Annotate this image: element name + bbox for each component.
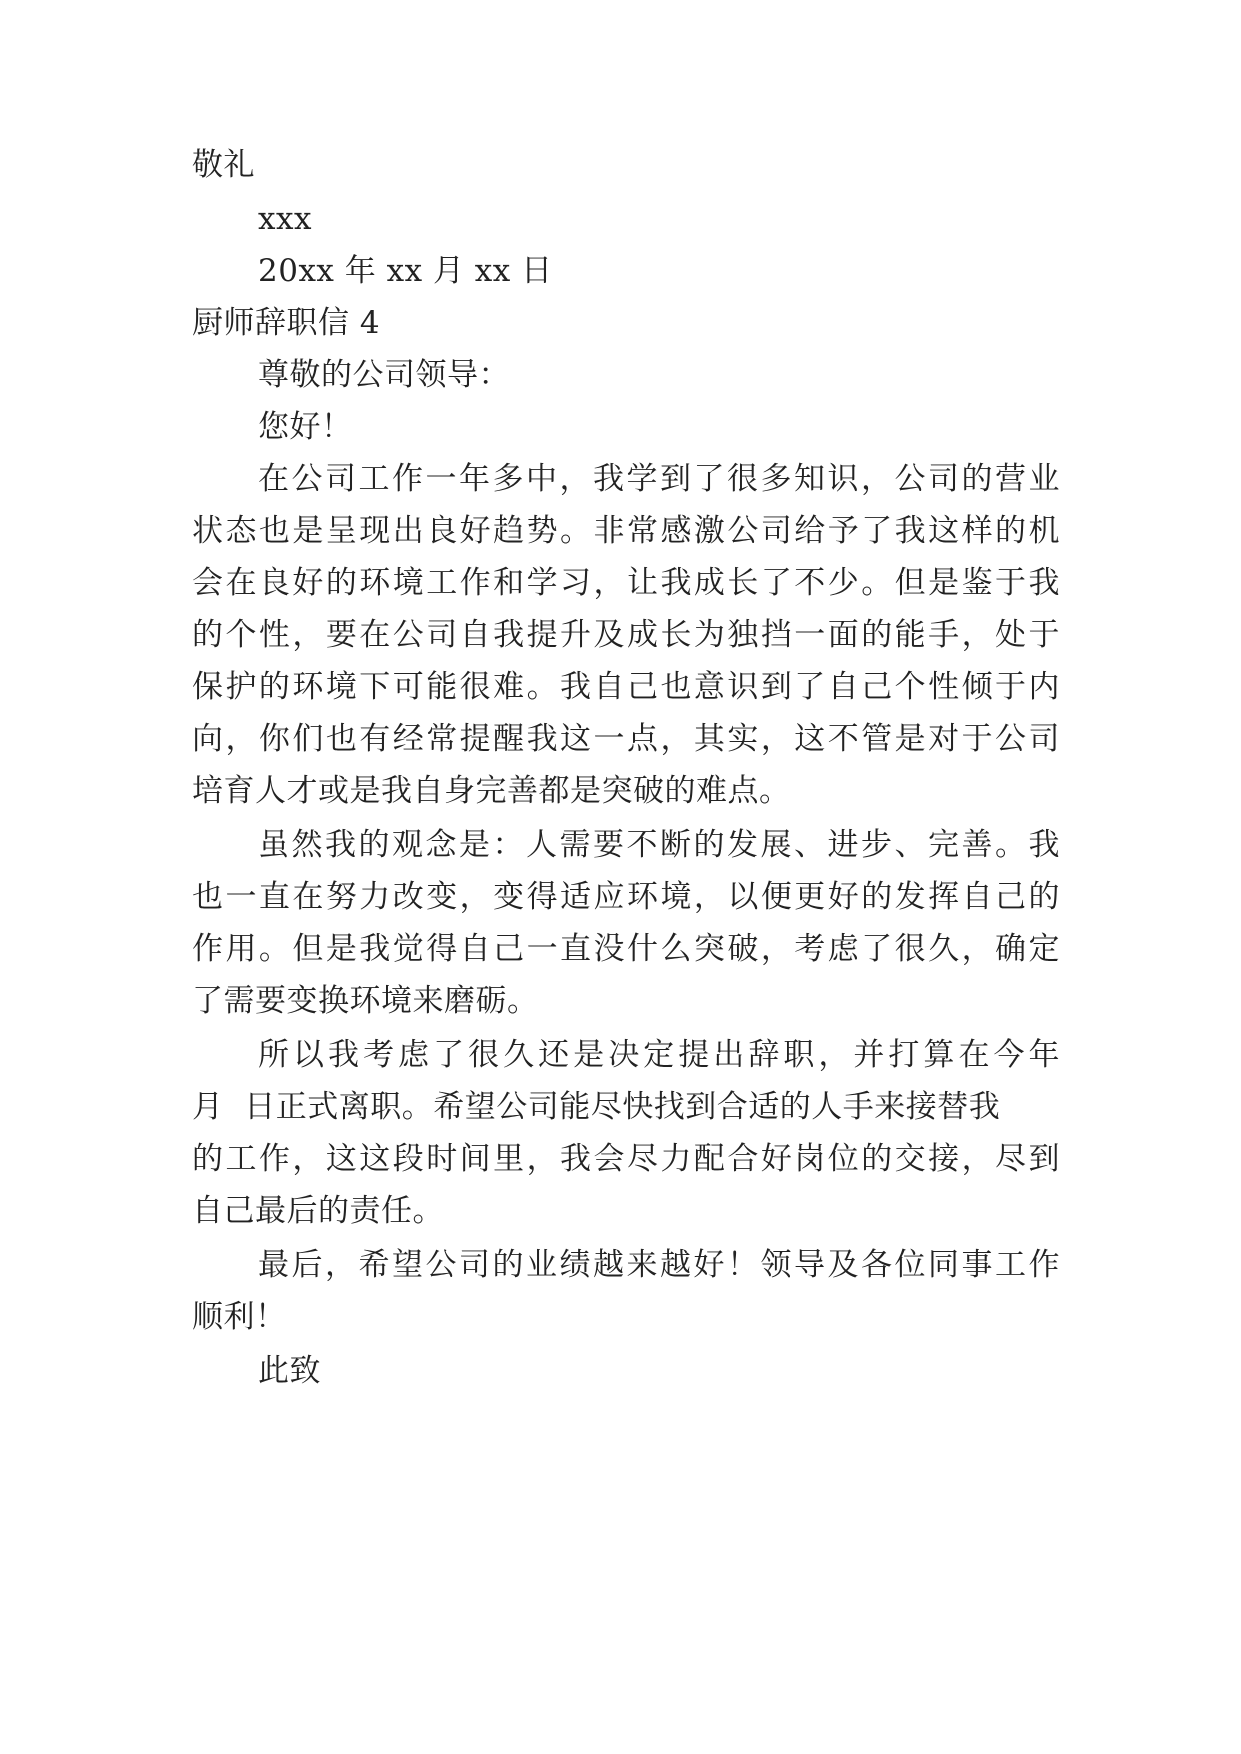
para1-line: 在公司工作一年多中，我学到了很多知识，公司的营业 — [258, 461, 1060, 497]
para1-line: 会在良好的环境工作和学习，让我成长了不少。但是鉴于我 — [192, 565, 1060, 601]
para2-line: 了需要变换环境来磨砺。 — [192, 983, 539, 1019]
addressee: 尊敬的公司领导： — [258, 357, 510, 393]
letter-heading: 厨师辞职信 4 — [192, 305, 381, 341]
para3-line: 所以我考虑了很久还是决定提出辞职，并打算在今年 — [258, 1037, 1060, 1073]
signer-prev: xxx — [258, 201, 312, 237]
date-prev: 20xx 年 xx 月 xx 日 — [258, 253, 553, 289]
para3-line: 自己最后的责任。 — [192, 1193, 444, 1229]
para4-line: 顺利！ — [192, 1299, 287, 1335]
para3-line: 月 日正式离职。希望公司能尽快找到合适的人手来接替我 — [192, 1089, 1001, 1125]
para2-line: 虽然我的观念是：人需要不断的发展、进步、完善。我 — [258, 827, 1060, 863]
para2-line: 也一直在努力改变，变得适应环境，以便更好的发挥自己的 — [192, 879, 1060, 915]
para4-line: 最后，希望公司的业绩越来越好！领导及各位同事工作 — [258, 1247, 1060, 1283]
para1-line: 向，你们也有经常提醒我这一点，其实，这不管是对于公司 — [192, 721, 1060, 757]
para1-line: 培育人才或是我自身完善都是突破的难点。 — [192, 773, 791, 809]
para2-line: 作用。但是我觉得自己一直没什么突破，考虑了很久，确定 — [192, 931, 1060, 967]
para1-line: 保护的环境下可能很难。我自己也意识到了自己个性倾于内 — [192, 669, 1060, 705]
greeting: 您好！ — [258, 409, 353, 445]
para1-line: 的个性，要在公司自我提升及成长为独挡一面的能手，处于 — [192, 617, 1060, 653]
closing-phrase: 此致 — [258, 1353, 321, 1389]
para1-line: 状态也是呈现出良好趋势。非常感激公司给予了我这样的机 — [192, 513, 1060, 549]
para3-line: 的工作，这这段时间里，我会尽力配合好岗位的交接，尽到 — [192, 1141, 1060, 1177]
salutation-prev: 敬礼 — [192, 147, 255, 183]
